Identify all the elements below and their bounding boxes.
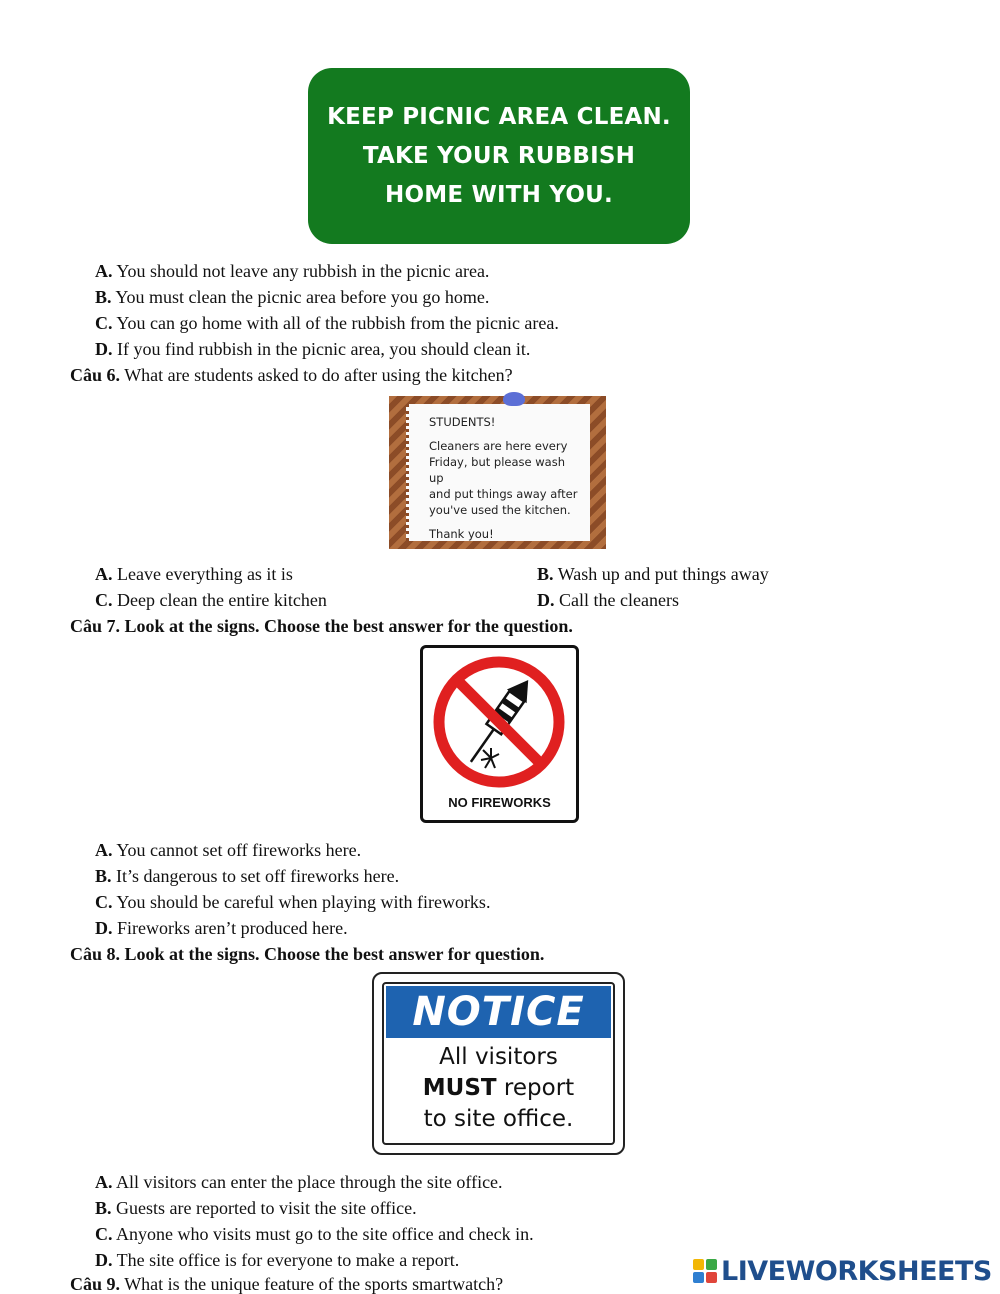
question-6: Câu 6. What are students asked to do after using the kitchen? xyxy=(70,365,513,385)
q8-option-b: B. Guests are reported to visit the site office. xyxy=(95,1198,417,1218)
q6-option-b: B. Wash up and put things away xyxy=(537,564,769,584)
notice-sign-image xyxy=(372,972,625,1155)
picnic-sign-line: TAKE YOUR RUBBISH xyxy=(362,142,636,169)
question-7: Câu 7. Look at the signs. Choose the best answer for the question. xyxy=(70,616,573,636)
q7-option-d: D. Fireworks aren’t produced here. xyxy=(95,918,348,938)
q7-option-c: C. You should be careful when playing with fireworks. xyxy=(95,892,491,912)
picnic-sign-line: HOME WITH YOU. xyxy=(385,181,613,208)
notice-heading: NOTICE xyxy=(386,986,611,1038)
note-heading: STUDENTS! xyxy=(429,415,496,429)
q5-option-c: C. You can go home with all of the rubbish from the picnic area. xyxy=(95,313,559,333)
pin-icon xyxy=(503,392,525,406)
logo-blocks-icon xyxy=(693,1259,717,1283)
q6-option-a: A. Leave everything as it is xyxy=(95,564,293,584)
no-fireworks-icon xyxy=(431,654,568,794)
note-line: you've used the kitchen. xyxy=(429,503,571,517)
question-9: Câu 9. What is the unique feature of the sports smartwatch? xyxy=(70,1274,504,1294)
note-thanks: Thank you! xyxy=(429,527,494,541)
notice-line: All visitors xyxy=(439,1044,558,1070)
q6-option-d: D. Call the cleaners xyxy=(537,590,679,610)
notice-line: to site office. xyxy=(423,1106,574,1132)
q8-option-d: D. The site office is for everyone to make a report. xyxy=(95,1250,460,1270)
kitchen-note-image xyxy=(389,396,606,549)
no-fireworks-sign-image xyxy=(420,645,579,823)
q5-option-d: D. If you find rubbish in the picnic area, you should clean it. xyxy=(95,339,531,359)
q8-option-a: A. All visitors can enter the place through the site office. xyxy=(95,1172,503,1192)
note-line: and put things away after xyxy=(429,487,578,501)
q7-option-b: B. It’s dangerous to set off fireworks here. xyxy=(95,866,400,886)
q8-option-c: C. Anyone who visits must go to the site office and check in. xyxy=(95,1224,534,1244)
logo-text: LIVEWORKSHEETS xyxy=(721,1255,992,1287)
no-fireworks-label: NO FIREWORKS xyxy=(448,795,551,810)
note-line: Friday, but please wash up xyxy=(429,455,565,485)
picnic-sign-line: KEEP PICNIC AREA CLEAN. xyxy=(327,103,671,130)
notice-line: MUST report xyxy=(422,1075,575,1101)
q6-option-c: C. Deep clean the entire kitchen xyxy=(95,590,327,610)
q5-option-b: B. You must clean the picnic area before you go home. xyxy=(95,287,490,307)
note-line: Cleaners are here every xyxy=(429,439,568,453)
liveworksheets-logo[interactable] xyxy=(693,1256,992,1286)
picnic-sign-image xyxy=(308,68,690,244)
q5-option-a: A. You should not leave any rubbish in the picnic area. xyxy=(95,261,490,281)
q7-option-a: A. You cannot set off fireworks here. xyxy=(95,840,362,860)
question-8: Câu 8. Look at the signs. Choose the best answer for question. xyxy=(70,944,545,964)
